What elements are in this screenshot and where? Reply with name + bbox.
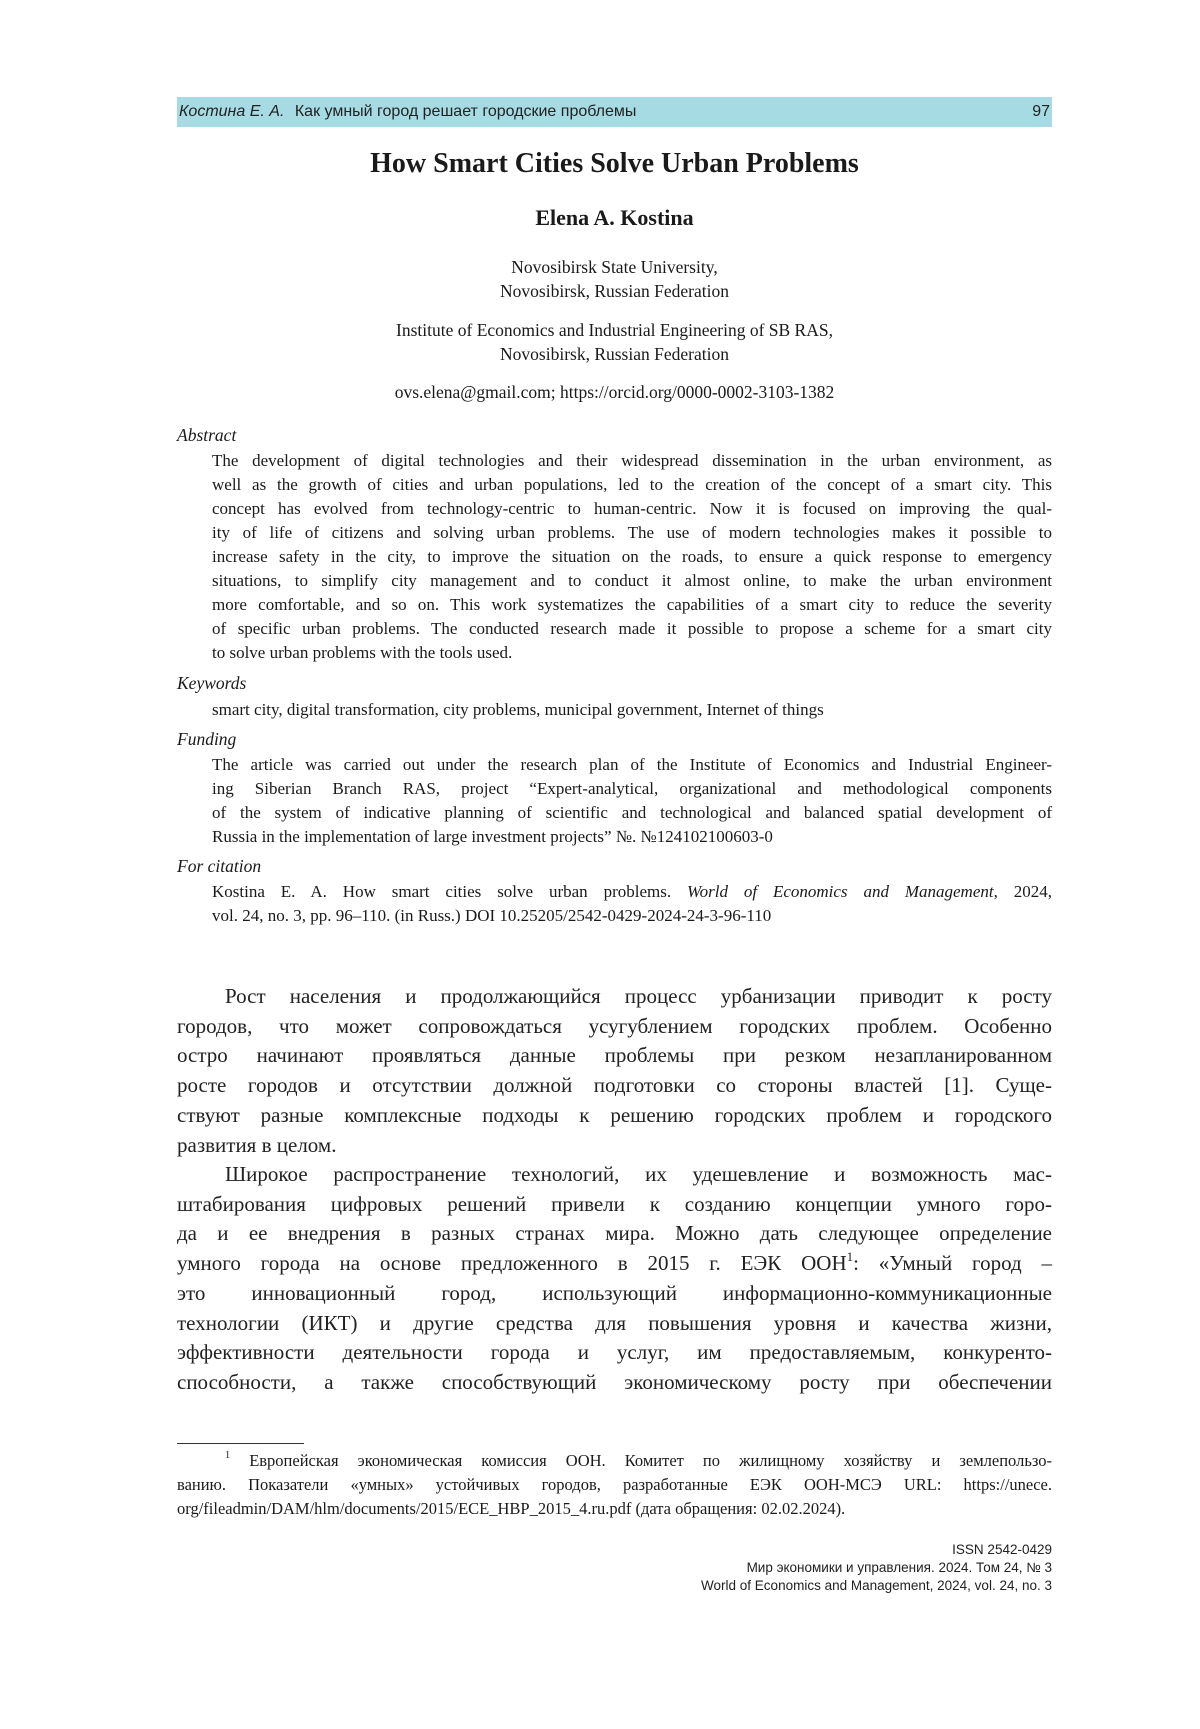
body-line: технологии (ИКТ) и другие средства для повышения уровня и качества жизни, (177, 1310, 1052, 1335)
funding-text (212, 753, 1052, 849)
running-head (177, 97, 1052, 127)
citation-journal: World of Economics and Management (687, 882, 994, 901)
footnote-line-text: Европейская экономическая комиссия ООН. Комитет по жилищному хозяйству и землепользо- (249, 1451, 1053, 1470)
abstract-line: concept has evolved from technology-centric to human-centric. Now it is focused on improving the qual- (212, 499, 1052, 518)
issn: ISSN 2542-0429 (952, 1542, 1052, 1557)
page-number: 97 (1032, 103, 1050, 120)
body-line: это инновационный город, использующий информационно-коммуникационные (177, 1280, 1052, 1305)
body-line: Рост населения и продолжающийся процесс урбанизации приводит к росту (225, 984, 1052, 1008)
abstract-line: ity of life of citizens and solving urban problems. The use of modern technologies makes it possible to (212, 523, 1052, 542)
colophon (701, 1541, 1052, 1595)
funding-line: The article was carried out under the research plan of the Institute of Economics and Industrial Engineer- (212, 755, 1052, 774)
journal-en: World of Economics and Management, 2024, vol. 24, no. 3 (701, 1578, 1052, 1593)
affiliation-1-line-1: Novosibirsk State University, (511, 257, 718, 277)
body-line: остро начинают проявляться данные проблемы при резком незапланированном (177, 1043, 1052, 1068)
citation-authors: Kostina E. A. How smart cities solve urban problems. (212, 882, 672, 901)
abstract-line: well as the growth of cities and urban populations, led to the creation of the concept of a smart city. This (212, 475, 1052, 494)
citation-text (212, 880, 1052, 928)
article-author: Elena A. Kostina (535, 205, 694, 230)
funding-line: Russia in the implementation of large investment projects” №. №124102100603-0 (212, 827, 773, 846)
footnote-mark: 1 (225, 1450, 231, 1462)
abstract-line: situations, to simplify city management and to conduct it almost online, to make the urban environment (212, 571, 1052, 590)
affiliation-2-line-2: Novosibirsk, Russian Federation (500, 344, 729, 364)
body-line-text: : «Умный город – (853, 1251, 1053, 1276)
article-title: How Smart Cities Solve Urban Problems (370, 148, 859, 179)
body-line: городов, что может сопровождаться усугублением городских проблем. Особенно (177, 1013, 1052, 1038)
affiliation-1-line-2: Novosibirsk, Russian Federation (500, 281, 729, 301)
citation-line (212, 880, 1052, 904)
citation-label: For citation (177, 856, 262, 876)
abstract-line: increase safety in the city, to improve the situation on the roads, to ensure a quick response to emergency (212, 547, 1052, 566)
author-contact: ovs.elena@gmail.com; https://orcid.org/0000-0002-3103-1382 (394, 382, 835, 402)
abstract-line: more comfortable, and so on. This work systematizes the capabilities of a smart city to reduce the severity (212, 595, 1052, 614)
citation-line: vol. 24, no. 3, pp. 96–110. (in Russ.) DOI 10.25205/2542-0429-2024-24-3-96-110 (212, 906, 772, 925)
keywords-label: Keywords (177, 673, 247, 693)
footnote-ref: 1 (846, 1248, 854, 1264)
footnote-line: org/fileadmin/DAM/hlm/documents/2015/ECE_HBP_2015_4.ru.pdf (дата обращения: 02.02.2024). (177, 1499, 846, 1518)
running-head-left (179, 103, 636, 121)
citation-year: , 2024, (993, 882, 1053, 901)
funding-label: Funding (177, 729, 237, 749)
body-line: штабирования цифровых решений привели к созданию концепции умного горо- (177, 1191, 1052, 1216)
body-paragraph-1 (177, 982, 1052, 1160)
body-line: да и ее внедрения в разных странах мира. Можно дать следующее определение (177, 1221, 1052, 1246)
funding-line: ing Siberian Branch RAS, project “Expert-analytical, organizational and methodological components (212, 779, 1052, 798)
body-line: Широкое распространение технологий, их удешевление и возможность мас- (225, 1162, 1052, 1186)
footnote-line (177, 1449, 1052, 1473)
abstract-line: to solve urban problems with the tools used. (212, 643, 513, 662)
footnote (177, 1449, 1052, 1521)
body-line-text: умного города на основе предложенного в 2015 г. ЕЭК ООН (177, 1251, 847, 1276)
abstract-line: of specific urban problems. The conducted research made it possible to propose a scheme for a smart city (212, 619, 1052, 638)
body-line: эффективности деятельности города и услуг, им предоставляемым, конкуренто- (177, 1340, 1052, 1365)
running-head-title: Как умный город решает городские проблемы (294, 103, 637, 120)
abstract-line: The development of digital technologies and their widespread dissemination in the urban environment, as (212, 451, 1052, 470)
journal-ru: Мир экономики и управления. 2024. Том 24, № 3 (746, 1560, 1052, 1575)
running-head-author: Костина Е. А. (179, 103, 285, 120)
abstract-label: Abstract (177, 425, 237, 445)
affiliation-2-line-1: Institute of Economics and Industrial Engineering of SB RAS, (396, 320, 833, 340)
abstract-text (212, 449, 1052, 665)
body-line: ствуют разные комплексные подходы к решению городских проблем и городского (177, 1102, 1052, 1127)
body-line: росте городов и отсутствии должной подготовки со стороны властей [1]. Суще- (177, 1073, 1052, 1098)
keywords-text (212, 698, 1052, 722)
footnote-line: ванию. Показатели «умных» устойчивых городов, разработанные ЕЭК ООН-МСЭ URL: https://unece. (177, 1475, 1052, 1494)
keywords-line: smart city, digital transformation, city problems, municipal government, Internet of things (212, 700, 824, 719)
body-line (177, 1249, 1052, 1279)
body-line: способности, а также способствующий экономическому росту при обеспечении (177, 1369, 1052, 1394)
funding-line: of the system of indicative planning of scientific and technological and balanced spatial development of (212, 803, 1052, 822)
body-line: развития в целом. (177, 1132, 337, 1157)
body-paragraph-2 (177, 1160, 1052, 1398)
footnote-divider (177, 1443, 304, 1444)
